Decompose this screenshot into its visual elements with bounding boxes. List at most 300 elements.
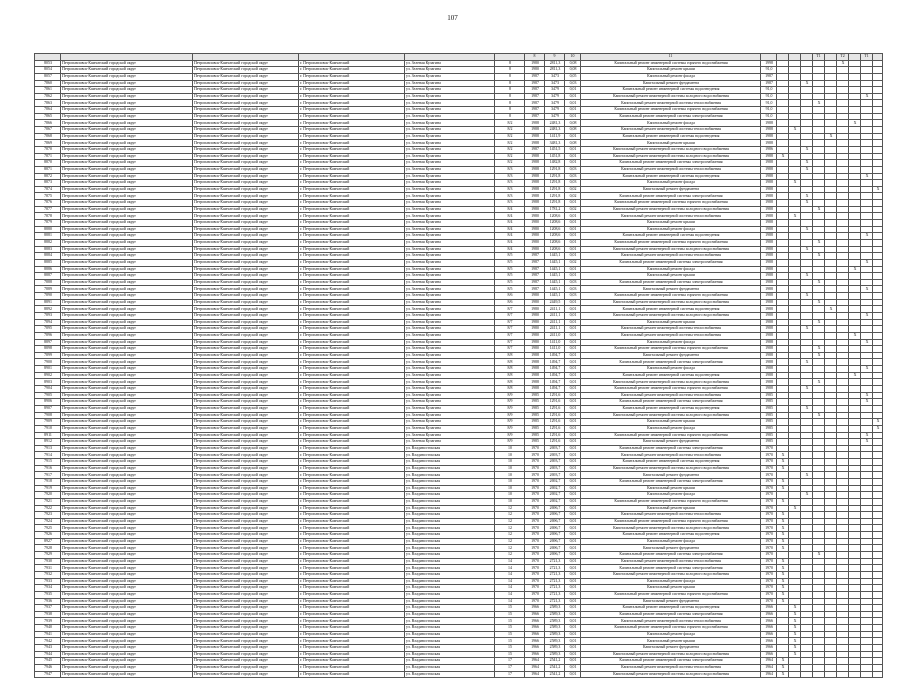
cell-street: ул. Зеленая Кулагина [405, 346, 495, 353]
cell-area: 3479 [545, 87, 565, 94]
column-header [825, 54, 837, 61]
cell-mark-15 [825, 518, 837, 525]
cell-mark-12 [789, 100, 801, 107]
cell-settlement: г. Петропавловск-Камчатский [299, 339, 405, 346]
table-row [35, 346, 883, 353]
cell-mark-18 [861, 226, 873, 233]
cell-house: 12 [495, 532, 525, 539]
cell-id: 8897 [35, 339, 61, 346]
cell-area: 2811,3 [545, 67, 565, 74]
cell-mark-11 [777, 299, 789, 306]
cell-mark-14 [813, 259, 825, 266]
cell-street: ул. Владивостокская [405, 512, 495, 519]
cell-mark-13 [801, 465, 813, 472]
cell-year-built: 1985 [525, 439, 545, 446]
cell-mark-13 [801, 445, 813, 452]
cell-municipality-dup: Петропавловск-Камчатский городской округ [193, 565, 299, 572]
cell-area: 2693,7 [545, 452, 565, 459]
cell-house: 8/9 [495, 405, 525, 412]
cell-work-type: Капитальный ремонт инженерной системы водоотведения [581, 233, 761, 240]
cell-mark-18 [861, 273, 873, 280]
cell-area: 1291,6 [545, 425, 565, 432]
cell-work-type: Капитальный ремонт инженерной системы электроснабжения [581, 658, 761, 665]
cell-mark-19 [873, 293, 883, 300]
cell-house: 8 [495, 100, 525, 107]
cell-mark-16 [837, 339, 849, 346]
table-row [35, 273, 883, 280]
cell-settlement: г. Петропавловск-Камчатский [299, 67, 405, 74]
cell-mark-16 [837, 598, 849, 605]
cell-mark-19 [873, 273, 883, 280]
cell-mark-18 [861, 591, 873, 598]
cell-mark-16 [837, 366, 849, 373]
cell-mark-11 [777, 419, 789, 426]
cell-house: 8/2 [495, 160, 525, 167]
cell-municipality-dup: Петропавловск-Камчатский городской округ [193, 120, 299, 127]
cell-mark-14 [813, 186, 825, 193]
cell-settlement: г. Петропавловск-Камчатский [299, 312, 405, 319]
cell-municipality-dup: Петропавловск-Камчатский городской округ [193, 552, 299, 559]
cell-year: 1988 [761, 166, 777, 173]
table-row [35, 379, 883, 386]
cell-mark-18 [861, 472, 873, 479]
table-row [35, 299, 883, 306]
cell-street: ул. Владивостокская [405, 505, 495, 512]
cell-mark-13 [801, 651, 813, 658]
cell-mark-16 [837, 452, 849, 459]
cell-mark-12 [789, 445, 801, 452]
cell-year: 1966 [761, 638, 777, 645]
cell-area: 1291,6 [545, 419, 565, 426]
cell-mark-18 [861, 319, 873, 326]
cell-work-type: Капитальный ремонт инженерной системы электроснабжения [581, 479, 761, 486]
cell-year: 1988 [761, 386, 777, 393]
cell-mark-12 [789, 239, 801, 246]
cell-mark-11 [777, 67, 789, 74]
cell-year: 1988 [761, 233, 777, 240]
cell-street: ул. Владивостокская [405, 545, 495, 552]
cell-id: 7941 [35, 631, 61, 638]
cell-mark-19 [873, 605, 883, 612]
cell-mark-15 [825, 359, 837, 366]
cell-settlement: г. Петропавловск-Камчатский [299, 206, 405, 213]
cell-mark-13 [801, 439, 813, 446]
cell-mark-19 [873, 213, 883, 220]
cell-mark-13 [801, 220, 813, 227]
cell-id: 8912 [35, 439, 61, 446]
cell-mark-12 [789, 87, 801, 94]
cell-settlement: г. Петропавловск-Камчатский [299, 645, 405, 652]
cell-mark-13 [801, 412, 813, 419]
cell-area: 1411,0 [545, 339, 565, 346]
cell-mark-13 [801, 312, 813, 319]
cell-mark-12 [789, 405, 801, 412]
cell-municipality: Петропавловск-Камчатский городской округ [61, 445, 193, 452]
cell-mark-18: X [861, 432, 873, 439]
cell-mark-12 [789, 598, 801, 605]
cell-mark-12 [789, 346, 801, 353]
column-header [61, 54, 193, 61]
cell-street: ул. Зеленая Кулагина [405, 160, 495, 167]
cell-house: 14 [495, 585, 525, 592]
cell-mark-11 [777, 193, 789, 200]
cell-mark-16 [837, 127, 849, 134]
cell-mark-13 [801, 107, 813, 114]
table-row [35, 419, 883, 426]
cell-mark-14 [813, 372, 825, 379]
cell-municipality-dup: Петропавловск-Камчатский городской округ [193, 459, 299, 466]
cell-mark-15 [825, 87, 837, 94]
table-row [35, 525, 883, 532]
cell-work-type: Капитальный ремонт фасада [581, 425, 761, 432]
cell-id: 8887 [35, 273, 61, 280]
cell-street: ул. Зеленая Кулагина [405, 279, 495, 286]
cell-coeff: 0,01 [565, 651, 581, 658]
cell-id: 8880 [35, 226, 61, 233]
cell-street: ул. Зеленая Кулагина [405, 226, 495, 233]
cell-municipality: Петропавловск-Камчатский городской округ [61, 645, 193, 652]
cell-house: 12 [495, 512, 525, 519]
cell-street: ул. Зеленая Кулагина [405, 127, 495, 134]
cell-coeff: 0,01 [565, 512, 581, 519]
table-row [35, 186, 883, 193]
cell-mark-19 [873, 538, 883, 545]
cell-area: 3479 [545, 113, 565, 120]
cell-year: 1966 [761, 605, 777, 612]
cell-id: 7909 [35, 419, 61, 426]
cell-mark-14 [813, 366, 825, 373]
cell-id: 8884 [35, 253, 61, 260]
cell-work-type: Капитальный ремонт инженерной системы электроснабжения [581, 279, 761, 286]
cell-mark-18 [861, 465, 873, 472]
cell-municipality: Петропавловск-Камчатский городской округ [61, 206, 193, 213]
cell-work-type: Капитальный ремонт фасада [581, 180, 761, 187]
cell-mark-13: X [801, 193, 813, 200]
cell-year: 1988 [761, 213, 777, 220]
cell-area: 2589,3 [545, 651, 565, 658]
cell-house: 8/5 [495, 286, 525, 293]
cell-mark-16 [837, 605, 849, 612]
cell-mark-18 [861, 299, 873, 306]
cell-mark-15 [825, 332, 837, 339]
table-row [35, 87, 883, 94]
cell-mark-16 [837, 432, 849, 439]
cell-coeff: 0,01 [565, 273, 581, 280]
cell-mark-17 [849, 558, 861, 565]
cell-mark-14 [813, 525, 825, 532]
cell-work-type: Капитальный ремонт инженерной системы теплоснабжения [581, 166, 761, 173]
cell-municipality: Петропавловск-Камчатский городской округ [61, 399, 193, 406]
cell-settlement: г. Петропавловск-Камчатский [299, 419, 405, 426]
cell-id: 7923 [35, 512, 61, 519]
cell-mark-12 [789, 332, 801, 339]
cell-year: 1988 [761, 200, 777, 207]
cell-id: 7929 [35, 552, 61, 559]
cell-municipality-dup: Петропавловск-Камчатский городской округ [193, 585, 299, 592]
cell-street: ул. Зеленая Кулагина [405, 200, 495, 207]
cell-mark-19 [873, 120, 883, 127]
cell-municipality: Петропавловск-Камчатский городской округ [61, 160, 193, 167]
cell-mark-16 [837, 412, 849, 419]
cell-work-type: Капитальный ремонт фундамента [581, 472, 761, 479]
cell-settlement: г. Петропавловск-Камчатский [299, 405, 405, 412]
cell-municipality-dup: Петропавловск-Камчатский городской округ [193, 153, 299, 160]
cell-coeff: 0,01 [565, 591, 581, 598]
cell-mark-12 [789, 525, 801, 532]
cell-id: 7875 [35, 193, 61, 200]
cell-year: 1988 [761, 153, 777, 160]
cell-municipality: Петропавловск-Камчатский городской округ [61, 565, 193, 572]
cell-municipality: Петропавловск-Камчатский городской округ [61, 87, 193, 94]
cell-mark-15 [825, 671, 837, 678]
cell-mark-15 [825, 485, 837, 492]
cell-mark-14 [813, 87, 825, 94]
cell-municipality: Петропавловск-Камчатский городской округ [61, 180, 193, 187]
cell-municipality-dup: Петропавловск-Камчатский городской округ [193, 319, 299, 326]
cell-mark-18 [861, 585, 873, 592]
cell-area: 2411,0 [545, 332, 565, 339]
cell-area: 2449,5 [545, 299, 565, 306]
cell-mark-19 [873, 279, 883, 286]
cell-municipality: Петропавловск-Камчатский городской округ [61, 273, 193, 280]
cell-municipality: Петропавловск-Камчатский городской округ [61, 299, 193, 306]
cell-municipality: Петропавловск-Камчатский городской округ [61, 505, 193, 512]
cell-coeff: 0,01 [565, 160, 581, 167]
cell-house: 12 [495, 518, 525, 525]
cell-id: 7889 [35, 286, 61, 293]
cell-mark-14 [813, 293, 825, 300]
cell-area: 2696,7 [545, 518, 565, 525]
table-row [35, 452, 883, 459]
cell-mark-14 [813, 558, 825, 565]
column-header [193, 54, 299, 61]
cell-mark-14 [813, 591, 825, 598]
cell-mark-15 [825, 113, 837, 120]
cell-area: 1445,1 [545, 279, 565, 286]
cell-year: 1988 [761, 133, 777, 140]
cell-settlement: г. Петропавловск-Камчатский [299, 585, 405, 592]
cell-coeff: 0,03 [565, 286, 581, 293]
cell-id: 8872 [35, 173, 61, 180]
cell-settlement: г. Петропавловск-Камчатский [299, 319, 405, 326]
cell-id: 7928 [35, 545, 61, 552]
cell-mark-12 [789, 558, 801, 565]
cell-municipality-dup: Петропавловск-Камчатский городской округ [193, 419, 299, 426]
cell-mark-16 [837, 518, 849, 525]
cell-coeff: 0,01 [565, 425, 581, 432]
cell-municipality-dup: Петропавловск-Камчатский городской округ [193, 266, 299, 273]
cell-year: 1988 [761, 312, 777, 319]
cell-mark-12 [789, 379, 801, 386]
cell-municipality-dup: Петропавловск-Камчатский городской округ [193, 173, 299, 180]
cell-mark-11 [777, 120, 789, 127]
cell-house: 8/7 [495, 339, 525, 346]
cell-year-built: 1988 [525, 352, 545, 359]
cell-work-type: Капитальный ремонт фундамента [581, 645, 761, 652]
cell-id: 8883 [35, 246, 61, 253]
cell-year: 1985 [761, 412, 777, 419]
cell-coeff: 0,01 [565, 386, 581, 393]
cell-year: 1988 [761, 259, 777, 266]
cell-work-type: Капитальный ремонт инженерной системы теплоснабжения [581, 127, 761, 134]
cell-mark-16 [837, 319, 849, 326]
cell-mark-13 [801, 545, 813, 552]
cell-street: ул. Зеленая Кулагина [405, 140, 495, 147]
table-row [35, 651, 883, 658]
cell-mark-13 [801, 485, 813, 492]
cell-mark-18 [861, 638, 873, 645]
cell-mark-18 [861, 206, 873, 213]
cell-mark-18 [861, 425, 873, 432]
cell-coeff: 0,01 [565, 419, 581, 426]
cell-street: ул. Владивостокская [405, 585, 495, 592]
cell-street: ул. Владивостокская [405, 532, 495, 539]
cell-year-built: 1970 [525, 485, 545, 492]
cell-mark-19 [873, 651, 883, 658]
cell-municipality-dup: Петропавловск-Камчатский городской округ [193, 425, 299, 432]
cell-mark-15 [825, 392, 837, 399]
cell-year: 1970 [761, 598, 777, 605]
cell-mark-13 [801, 279, 813, 286]
cell-municipality: Петропавловск-Камчатский городской округ [61, 166, 193, 173]
cell-id: 7896 [35, 332, 61, 339]
cell-mark-18 [861, 545, 873, 552]
cell-mark-11 [777, 100, 789, 107]
cell-mark-14 [813, 399, 825, 406]
column-header: 9 [545, 54, 565, 61]
cell-mark-13 [801, 306, 813, 313]
cell-coeff: 0,01 [565, 146, 581, 153]
cell-year: 1985 [761, 419, 777, 426]
cell-settlement: г. Петропавловск-Камчатский [299, 160, 405, 167]
cell-mark-19 [873, 625, 883, 632]
cell-street: ул. Зеленая Кулагина [405, 392, 495, 399]
cell-coeff: 0,01 [565, 558, 581, 565]
table-row [35, 213, 883, 220]
cell-year-built: 1980 [525, 239, 545, 246]
cell-municipality-dup: Петропавловск-Камчатский городской округ [193, 598, 299, 605]
column-header [777, 54, 789, 61]
cell-house: 8/4 [495, 233, 525, 240]
cell-year: 1988 [761, 339, 777, 346]
cell-mark-17 [849, 319, 861, 326]
cell-year-built: 1988 [525, 200, 545, 207]
cell-municipality: Петропавловск-Камчатский городской округ [61, 532, 193, 539]
cell-house: 8/4 [495, 220, 525, 227]
cell-mark-16 [837, 379, 849, 386]
cell-mark-14 [813, 432, 825, 439]
cell-area: 2696,7 [545, 525, 565, 532]
cell-mark-11: X [777, 498, 789, 505]
cell-mark-11 [777, 372, 789, 379]
cell-mark-16 [837, 193, 849, 200]
cell-year-built: 1988 [525, 379, 545, 386]
cell-work-type: Капитальный ремонт инженерной системы горячего водоснабжения [581, 107, 761, 114]
cell-year-built: 1988 [525, 160, 545, 167]
cell-coeff: 0,03 [565, 80, 581, 87]
cell-id: 7876 [35, 200, 61, 207]
cell-mark-13 [801, 206, 813, 213]
cell-work-type: Капитальный ремонт инженерной системы электроснабжения [581, 359, 761, 366]
cell-mark-17: X [849, 266, 861, 273]
cell-house: 8/5 [495, 266, 525, 273]
cell-street: ул. Владивостокская [405, 492, 495, 499]
cell-mark-18 [861, 651, 873, 658]
cell-year-built: 1980 [525, 233, 545, 240]
cell-mark-18: X [861, 399, 873, 406]
cell-house: 10 [495, 498, 525, 505]
cell-mark-13 [801, 578, 813, 585]
cell-mark-16 [837, 286, 849, 293]
cell-mark-14 [813, 312, 825, 319]
table-row [35, 465, 883, 472]
cell-mark-15 [825, 293, 837, 300]
cell-mark-11 [777, 346, 789, 353]
cell-mark-17 [849, 246, 861, 253]
cell-mark-15 [825, 93, 837, 100]
cell-work-type: Капитальный ремонт крыши [581, 585, 761, 592]
cell-settlement: г. Петропавловск-Камчатский [299, 306, 405, 313]
cell-year: 1970 [761, 552, 777, 559]
cell-work-type: Капитальный ремонт инженерной системы теплоснабжения [581, 253, 761, 260]
cell-mark-18: X [861, 392, 873, 399]
cell-year-built: 1966 [525, 651, 545, 658]
cell-year: 1970 [761, 538, 777, 545]
table-row [35, 558, 883, 565]
cell-coeff: 0,03 [565, 173, 581, 180]
cell-street: ул. Зеленая Кулагина [405, 213, 495, 220]
cell-municipality: Петропавловск-Камчатский городской округ [61, 405, 193, 412]
cell-coeff: 0,01 [565, 359, 581, 366]
cell-mark-15 [825, 100, 837, 107]
cell-settlement: г. Петропавловск-Камчатский [299, 127, 405, 134]
cell-settlement: г. Петропавловск-Камчатский [299, 505, 405, 512]
cell-year: 91,0 [761, 87, 777, 94]
cell-coeff: 0,01 [565, 220, 581, 227]
cell-settlement: г. Петропавловск-Камчатский [299, 293, 405, 300]
cell-municipality: Петропавловск-Камчатский городской округ [61, 631, 193, 638]
cell-settlement: г. Петропавловск-Камчатский [299, 399, 405, 406]
cell-year: 1988 [761, 319, 777, 326]
table-row [35, 239, 883, 246]
cell-id: 7946 [35, 664, 61, 671]
cell-year-built: 1980 [525, 220, 545, 227]
cell-id: 8882 [35, 239, 61, 246]
cell-mark-18 [861, 412, 873, 419]
cell-year: 1966 [761, 618, 777, 625]
cell-mark-13 [801, 571, 813, 578]
cell-year-built: 1970 [525, 532, 545, 539]
cell-year-built: 1970 [525, 452, 545, 459]
table-row [35, 638, 883, 645]
cell-mark-15 [825, 60, 837, 67]
cell-work-type: Капитальный ремонт фасада [581, 73, 761, 80]
cell-mark-18 [861, 452, 873, 459]
cell-mark-12 [789, 220, 801, 227]
table-row [35, 127, 883, 134]
cell-mark-14 [813, 452, 825, 459]
cell-mark-13 [801, 585, 813, 592]
cell-mark-15: X [825, 133, 837, 140]
cell-mark-11 [777, 206, 789, 213]
cell-mark-11 [777, 133, 789, 140]
cell-municipality: Петропавловск-Камчатский городской округ [61, 439, 193, 446]
cell-area: 2721,3 [545, 598, 565, 605]
cell-mark-17 [849, 479, 861, 486]
cell-id: 7920 [35, 492, 61, 499]
cell-settlement: г. Петропавловск-Камчатский [299, 60, 405, 67]
table-row [35, 153, 883, 160]
